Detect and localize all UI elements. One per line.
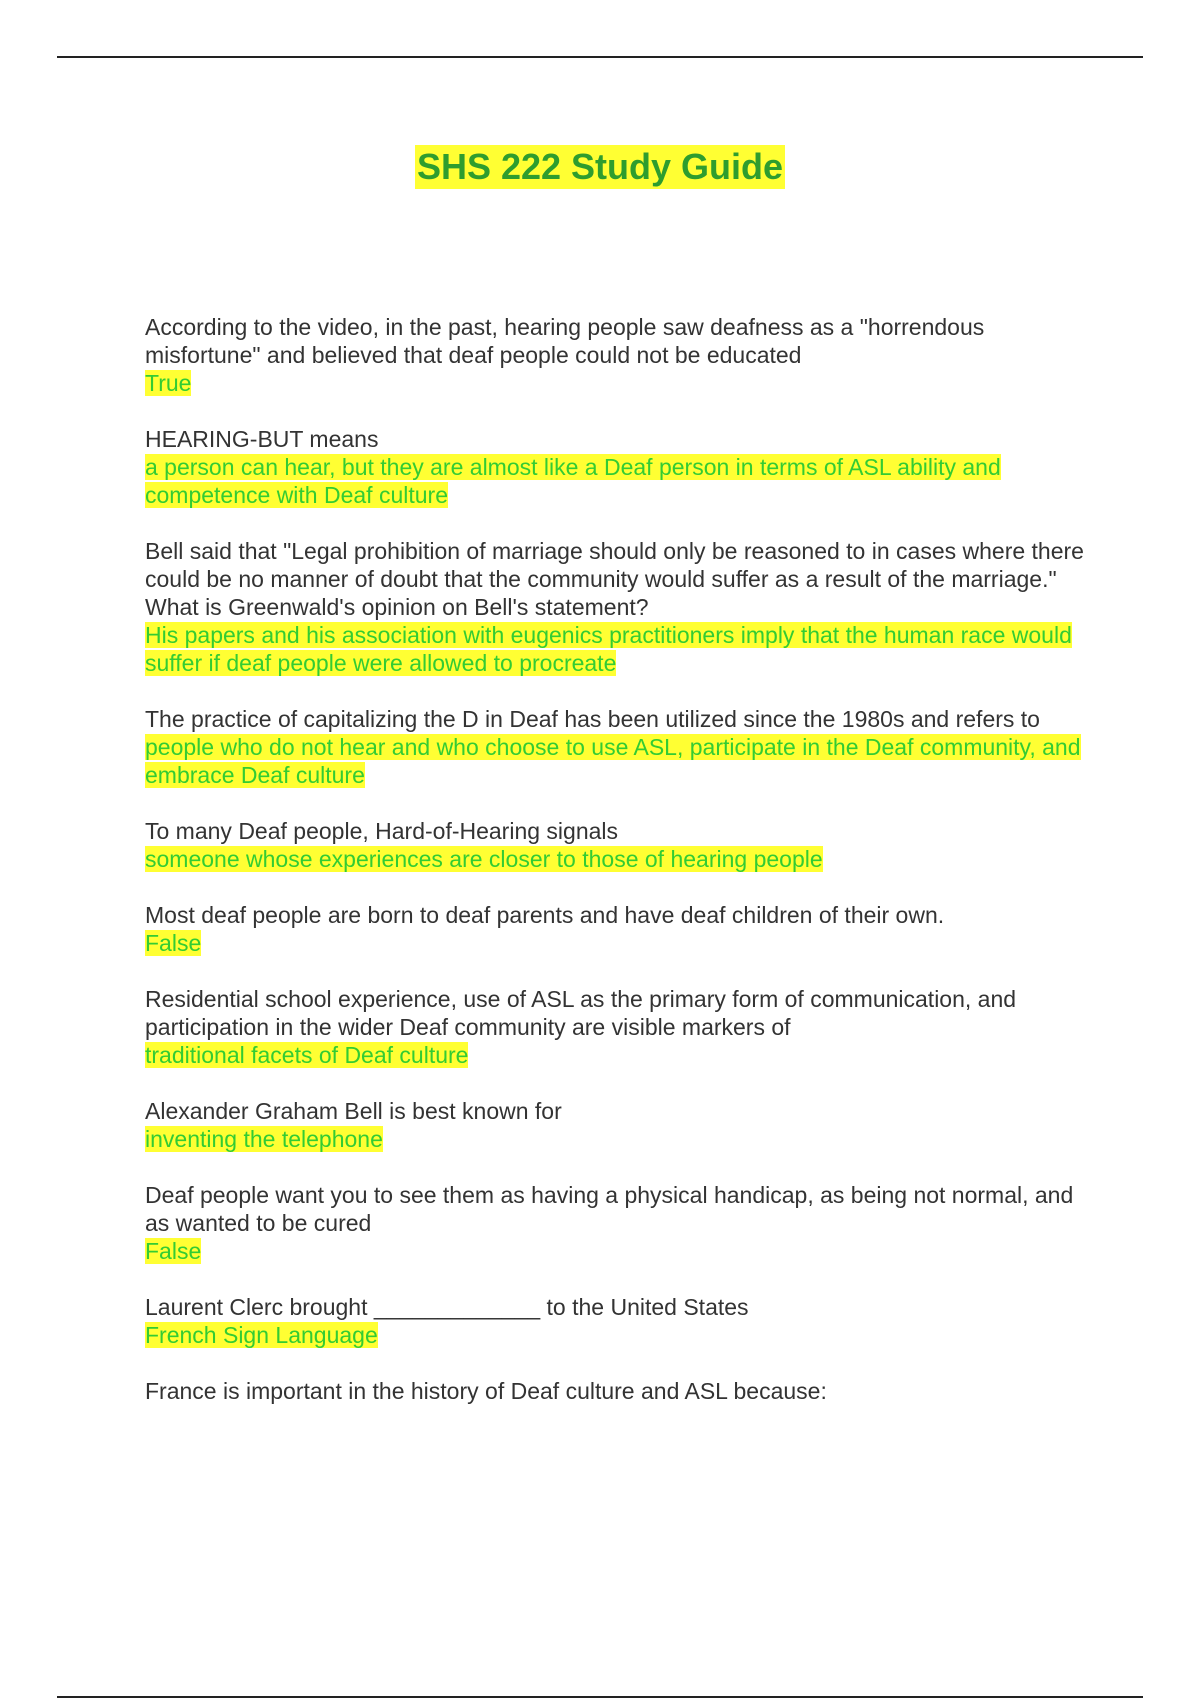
answer-text: people who do not hear and who choose to use ASL, participate in the Deaf community, and embrace Deaf culture — [145, 734, 1081, 788]
question-text: HEARING-BUT means — [145, 426, 379, 452]
answer-text: False — [145, 1238, 202, 1264]
question-text: France is important in the history of Deaf culture and ASL because: — [145, 1378, 827, 1404]
qa-item-1 — [145, 313, 1095, 397]
answer-line — [145, 1041, 1095, 1069]
qa-item-9 — [145, 1181, 1095, 1265]
answer-line — [145, 845, 1095, 873]
answer-line — [145, 1125, 1095, 1153]
question-text: To many Deaf people, Hard-of-Hearing signals — [145, 818, 619, 844]
qa-item-8 — [145, 1097, 1095, 1153]
top-rule — [57, 56, 1143, 58]
answer-line — [145, 1321, 1095, 1349]
question-text: The practice of capitalizing the D in Deaf has been utilized since the 1980s and refers to — [145, 706, 1040, 732]
answer-line — [145, 929, 1095, 957]
question-text: Deaf people want you to see them as having a physical handicap, as being not normal, and as wanted to be cured — [145, 1182, 1074, 1236]
question-text: According to the video, in the past, hearing people saw deafness as a "horrendous misfortune" and believed that deaf people could not be educated — [145, 314, 985, 368]
answer-text: True — [145, 370, 192, 396]
page-title: SHS 222 Study Guide — [416, 146, 784, 187]
qa-item-6 — [145, 901, 1095, 957]
answer-line — [145, 1237, 1095, 1265]
answer-text: traditional facets of Deaf culture — [145, 1042, 469, 1068]
study-guide-content — [145, 313, 1095, 1433]
question-text: Most deaf people are born to deaf parents and have deaf children of their own. — [145, 902, 945, 928]
question-text: Residential school experience, use of ASL as the primary form of communication, and participation in the wider Deaf community are visible markers of — [145, 986, 1017, 1040]
answer-line — [145, 369, 1095, 397]
answer-text: a person can hear, but they are almost like a Deaf person in terms of ASL ability and competence with Deaf culture — [145, 454, 1001, 508]
qa-item-7 — [145, 985, 1095, 1069]
title-container — [0, 145, 1200, 189]
qa-item-4 — [145, 705, 1095, 789]
answer-text: His papers and his association with eugenics practitioners imply that the human race would suffer if deaf people were allowed to procreate — [145, 622, 1072, 676]
bottom-rule — [57, 1696, 1143, 1698]
qa-item-5 — [145, 817, 1095, 873]
question-text: Bell said that "Legal prohibition of marriage should only be reasoned to in cases where there could be no manner of doubt that the community would suffer as a result of the marriage." What is Greenwald's opinion on Bell's statement? — [145, 538, 1084, 620]
answer-line — [145, 733, 1095, 789]
qa-item-3 — [145, 537, 1095, 677]
answer-text: French Sign Language — [145, 1322, 378, 1348]
question-text: Laurent Clerc brought _____________ to the United States — [145, 1294, 749, 1320]
answer-text: someone whose experiences are closer to those of hearing people — [145, 846, 823, 872]
qa-item-2 — [145, 425, 1095, 509]
answer-text: inventing the telephone — [145, 1126, 383, 1152]
qa-item-11 — [145, 1377, 1095, 1405]
answer-line — [145, 621, 1095, 677]
answer-text: False — [145, 930, 202, 956]
question-text: Alexander Graham Bell is best known for — [145, 1098, 562, 1124]
qa-item-10 — [145, 1293, 1095, 1349]
answer-line — [145, 453, 1095, 509]
